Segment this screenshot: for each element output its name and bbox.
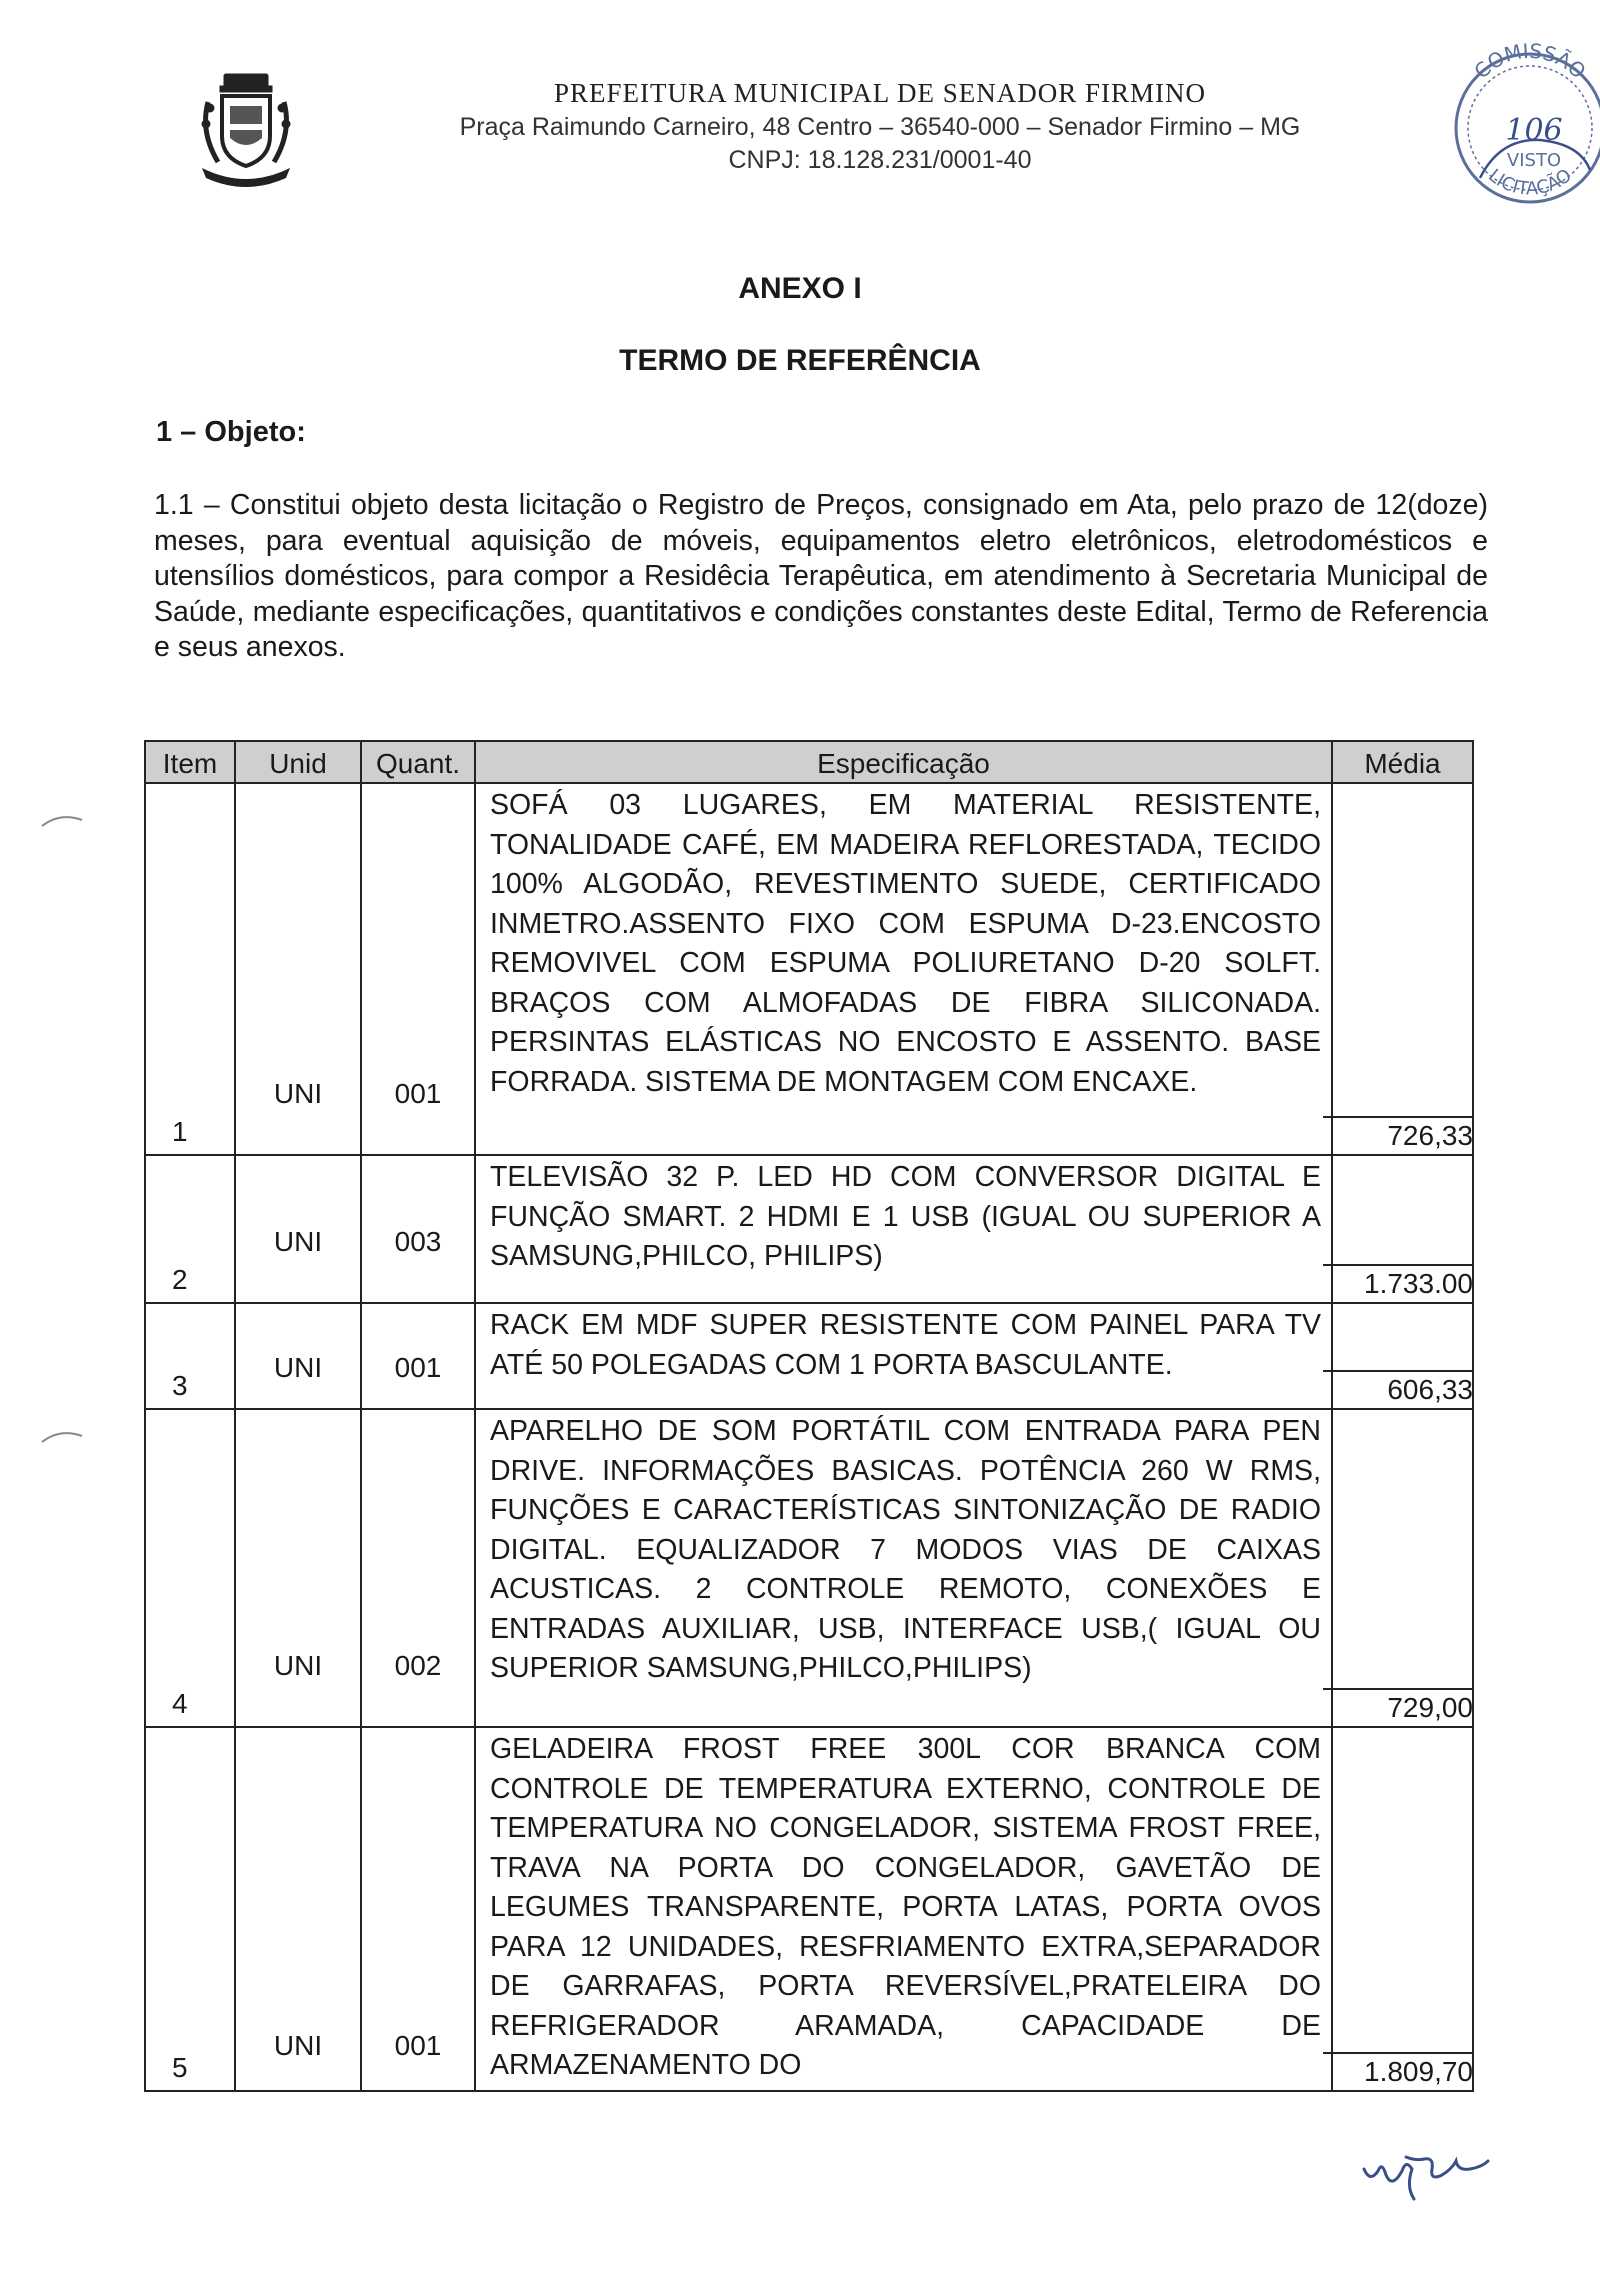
cell-unid: UNI [235, 1155, 361, 1303]
cell-media: 606,33 [1323, 1370, 1473, 1408]
header-unid: Unid [235, 741, 361, 783]
cell-unid: UNI [235, 1727, 361, 2091]
commission-stamp [1440, 28, 1600, 213]
cell-unid: UNI [235, 1303, 361, 1409]
margin-mark [40, 812, 86, 828]
header-media: Média [1332, 741, 1473, 783]
cell-spec: GELADEIRA FROST FREE 300L COR BRANCA COM CONTROLE DE TEMPERATURA EXTERNO, CONTROLE DE TEMPERATURA NO CONGELADOR, SISTEMA FROST FREE, TRAVA NA PORTA DO CONGELADOR, GAVETÃO DE LEGUMES TRANSPARENTE, PORTA LATAS, PORTA OVOS PARA 12 UNIDADES, RESFRIAMENTO EXTRA,SEPARADOR DE GARRAFAS, PORTA REVERSÍVEL,PRATELEIRA DO REFRIGERADOR ARAMADA, CAPACIDADE DE ARMAZENAMENTO DO [475, 1727, 1332, 2091]
organization-cnpj: CNPJ: 18.128.231/0001-40 [728, 146, 1032, 174]
cell-quant: 001 [361, 1727, 475, 2091]
table-row [145, 1155, 1473, 1303]
cell-media: 726,33 [1323, 1116, 1473, 1154]
object-paragraph: 1.1 – Constitui objeto desta licitação o Registro de Preços, consignado em Ata, pelo prazo de 12(doze) meses, para eventual aquisição de móveis, equipamentos eletro eletrônicos, eletrodomésticos e utensílios domésticos, para compor a Residêcia Terapêutica, em atendimento à Secretaria Municipal de Saúde, mediante especificações, quantitativos e condições constantes deste Edital, Termo de Referencia e seus anexos. [154, 489, 1488, 663]
cell-media: 1.733.00 [1323, 1264, 1473, 1302]
cell-quant: 002 [361, 1409, 475, 1727]
header-quant: Quant. [361, 741, 475, 783]
cell-quant: 001 [361, 1303, 475, 1409]
table-row [145, 1409, 1473, 1727]
cell-media: 729,00 [1323, 1688, 1473, 1726]
cell-spec: SOFÁ 03 LUGARES, EM MATERIAL RESISTENTE, TONALIDADE CAFÉ, EM MADEIRA REFLORESTADA, TECIDO 100% ALGODÃO, REVESTIMENTO SUEDE, CERTIFICADO INMETRO.ASSENTO FIXO COM ESPUMA D-23.ENCOSTO REMOVIVEL COM ESPUMA POLIURETANO D-20 SOLFT. BRAÇOS COM ALMOFADAS DE FIBRA SILICONADA. PERSINTAS ELÁSTICAS NO ENCOSTO E ASSENTO. BASE FORRADA. SISTEMA DE MONTAGEM COM ENCAXE. [475, 783, 1332, 1155]
cell-item: 3 [145, 1303, 235, 1409]
cell-unid: UNI [235, 1409, 361, 1727]
annex-title: ANEXO I [738, 272, 862, 305]
cell-item: 1 [145, 783, 235, 1155]
section-heading: 1 – Objeto: [156, 416, 306, 448]
cell-spec: APARELHO DE SOM PORTÁTIL COM ENTRADA PARA PEN DRIVE. INFORMAÇÕES BASICAS. POTÊNCIA 260 W RMS, FUNÇÕES E CARACTERÍSTICAS SINTONIZAÇÃO DE RADIO DIGITAL. EQUALIZADOR 7 MODOS VIAS DE CAIXAS ACUSTICAS. 2 CONTROLE REMOTO, CONEXÕES E ENTRADAS AUXILIAR, USB, INTERFACE USB,( IGUAL OU SUPERIOR SAMSUNG,PHILCO,PHILIPS) [475, 1409, 1332, 1727]
stamp-middle-text: VISTO [1506, 150, 1562, 171]
table-row [145, 783, 1473, 1155]
cell-item: 5 [145, 1727, 235, 2091]
stamp-top-text: COMISSÃO [1469, 38, 1591, 84]
table-row [145, 1727, 1473, 2091]
organization-name: PREFEITURA MUNICIPAL DE SENADOR FIRMINO [553, 78, 1207, 108]
cell-quant: 003 [361, 1155, 475, 1303]
municipal-crest-icon [200, 72, 292, 190]
cell-spec: RACK EM MDF SUPER RESISTENTE COM PAINEL PARA TV ATÉ 50 POLEGADAS COM 1 PORTA BASCULANTE. [475, 1303, 1332, 1409]
stamp-number: 106 [1505, 113, 1563, 148]
organization-address: Praça Raimundo Carneiro, 48 Centro – 36540-000 – Senador Firmino – MG [459, 113, 1301, 141]
cell-quant: 001 [361, 783, 475, 1155]
svg-text:COMISSÃO [1469, 39, 1590, 84]
handwritten-signature [1360, 2135, 1510, 2205]
letterhead [380, 78, 1380, 175]
cell-item: 4 [145, 1409, 235, 1727]
cell-item: 2 [145, 1155, 235, 1303]
stamp-bottom-text: LICITAÇÃO [1484, 165, 1576, 200]
margin-mark [40, 1428, 86, 1444]
table-row [145, 1303, 1473, 1409]
cell-unid: UNI [235, 783, 361, 1155]
cell-media: 1.809,70 [1323, 2052, 1473, 2090]
reference-title: TERMO DE REFERÊNCIA [619, 344, 981, 377]
header-spec: Especificação [475, 741, 1332, 783]
header-item: Item [145, 741, 235, 783]
table-header-row [145, 741, 1473, 783]
items-table [144, 740, 1474, 2092]
cell-spec: TELEVISÃO 32 P. LED HD COM CONVERSOR DIGITAL E FUNÇÃO SMART. 2 HDMI E 1 USB (IGUAL OU SUPERIOR A SAMSUNG,PHILCO, PHILIPS) [475, 1155, 1332, 1303]
